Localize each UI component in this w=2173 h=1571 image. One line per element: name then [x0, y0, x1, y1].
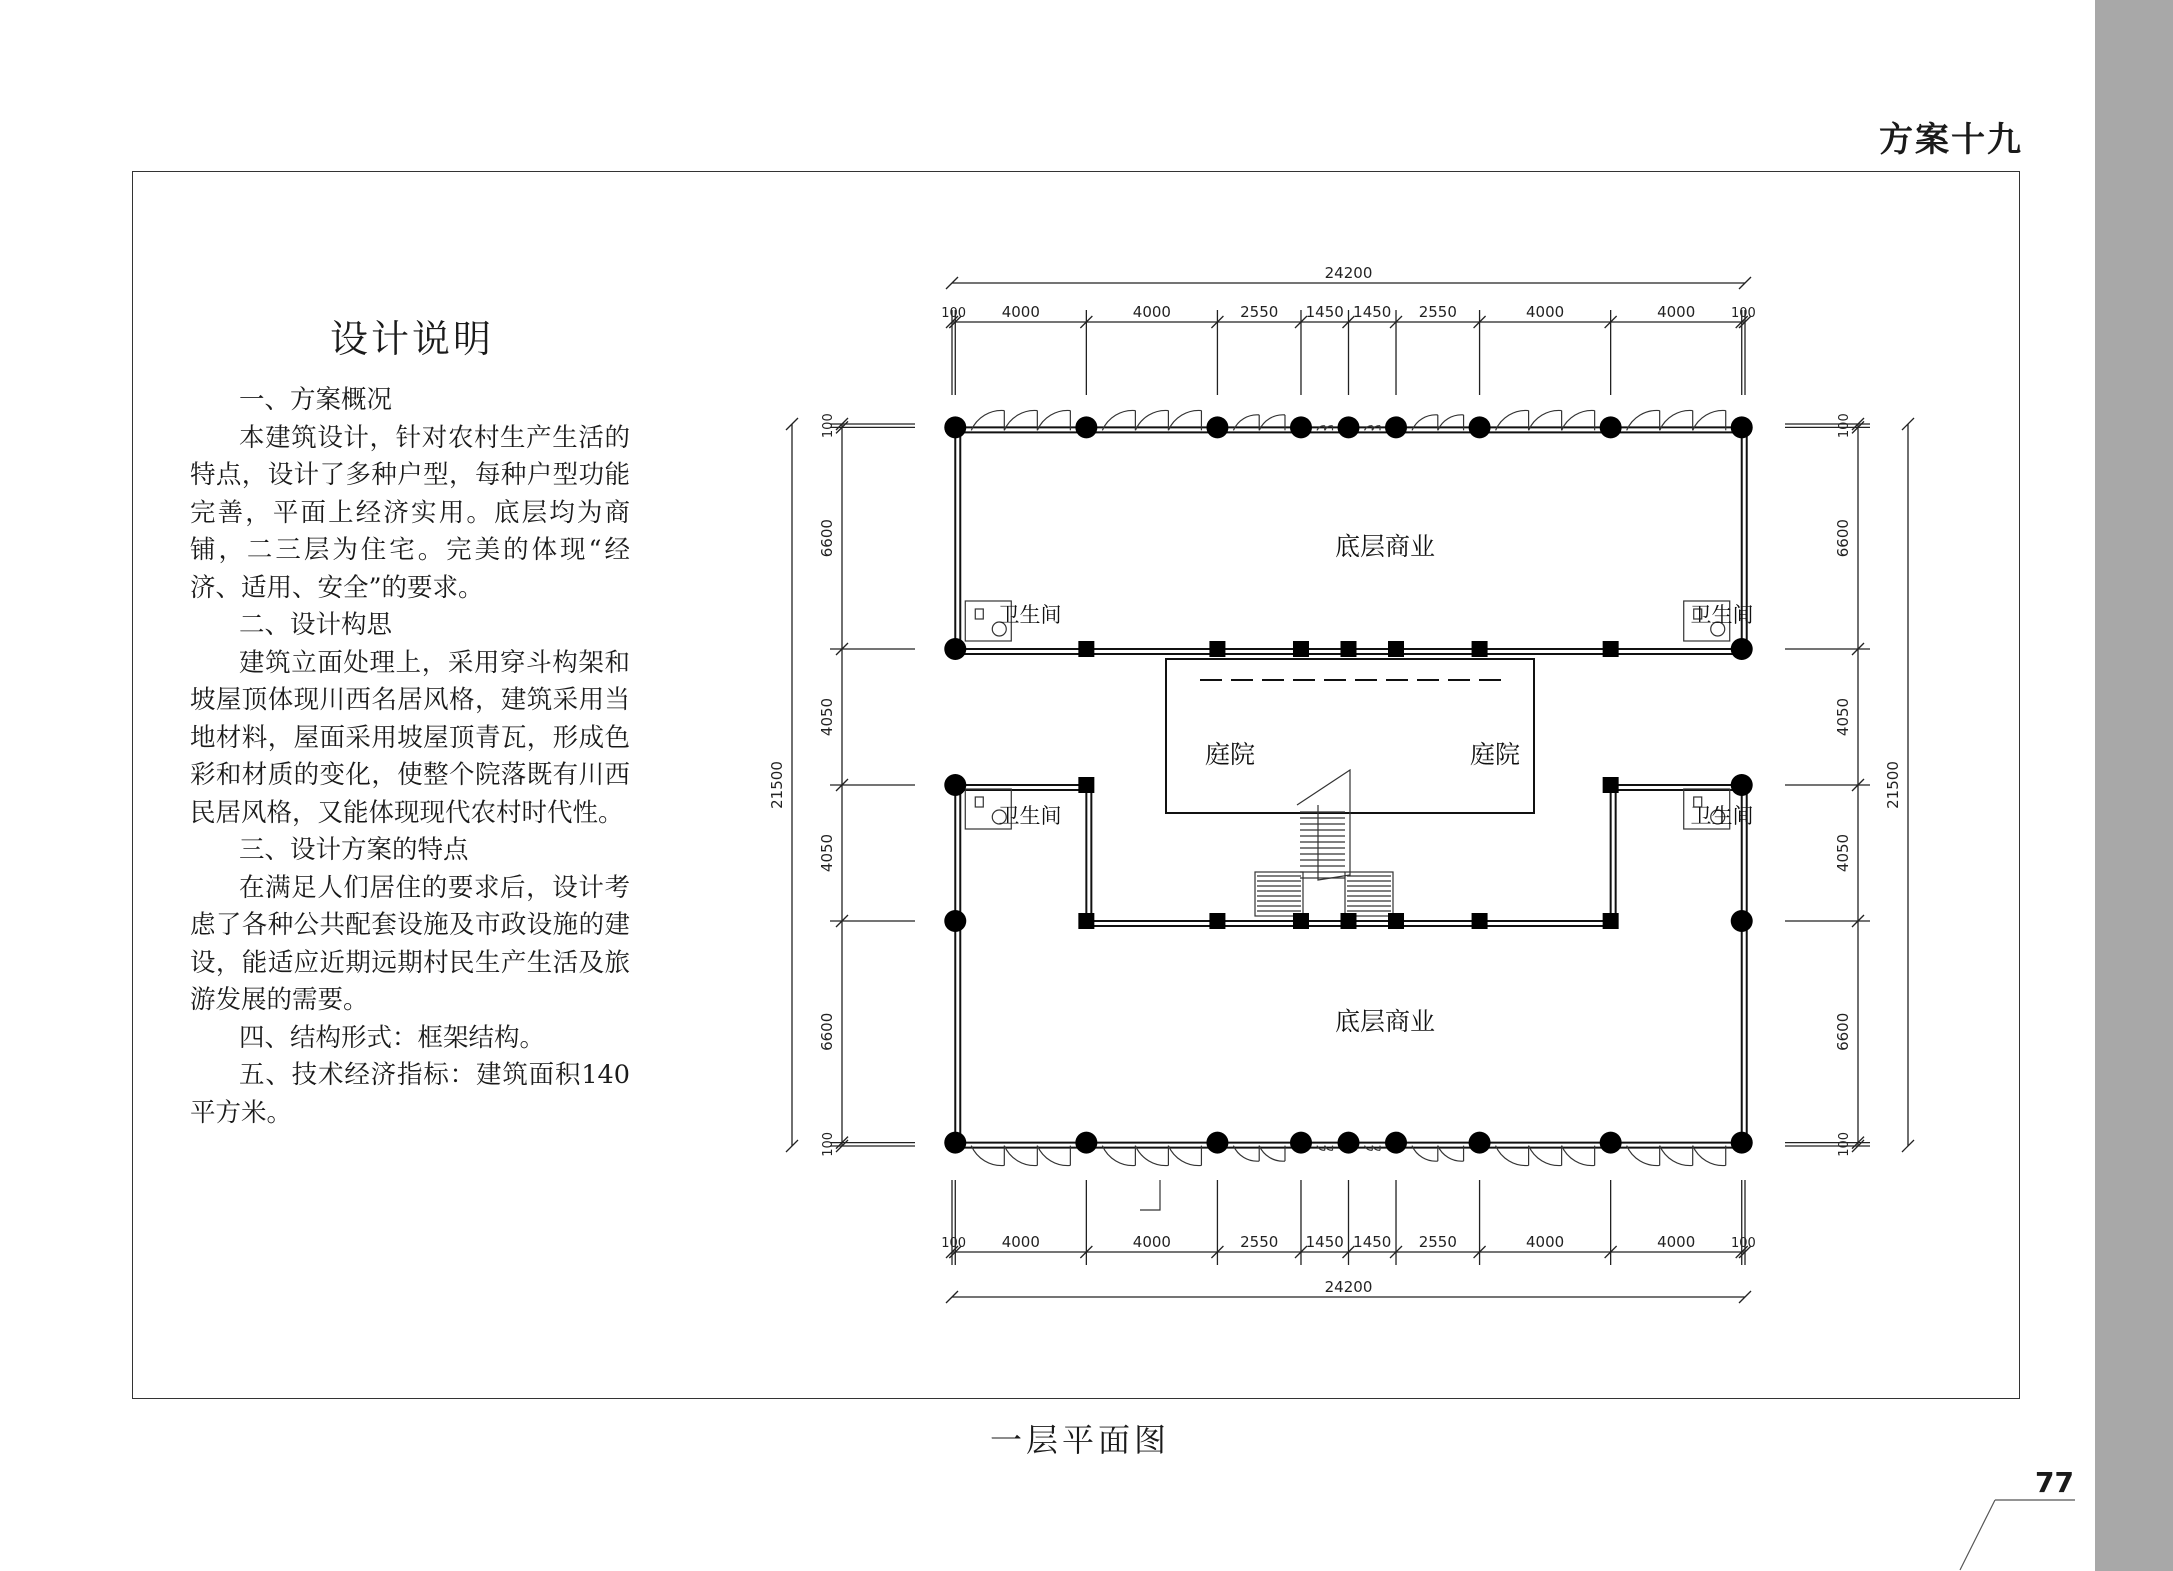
column-square [1472, 641, 1488, 657]
dimension-label: 100 [1730, 1236, 1756, 1251]
dimension-label: 4000 [1132, 1233, 1171, 1251]
column-round [944, 774, 966, 796]
dimension-label: 6600 [818, 1012, 836, 1051]
structure-line: 四、结构形式：框架结构。 [239, 1022, 546, 1053]
column-round [1075, 1132, 1097, 1154]
dimension-label: 4000 [1657, 303, 1696, 321]
dimension-label: 4050 [1834, 833, 1852, 873]
economic-line: 五、技术经济指标：建筑面积140平方米。 [190, 1060, 630, 1128]
column-round [1385, 1132, 1407, 1154]
column-square [1078, 777, 1094, 793]
dimension-label: 4000 [1001, 303, 1040, 321]
dimension-label: 4000 [1526, 1233, 1565, 1251]
column-square [1388, 641, 1404, 657]
dimension-label: 100 [1837, 413, 1852, 439]
column-round [1338, 416, 1360, 438]
dimension-label: 4050 [818, 697, 836, 737]
column-round [1469, 416, 1491, 438]
room-label-commerce-top: 底层商业 [1334, 532, 1436, 561]
column-round [1206, 1132, 1228, 1154]
sink-fixture [975, 797, 983, 807]
room-label-toilet: 卫生间 [998, 603, 1062, 627]
column-round [1731, 910, 1753, 932]
dimension-label: 4000 [1657, 1233, 1696, 1251]
column-square [1209, 913, 1225, 929]
section-body: 在满足人们居住的要求后，设计考虑了各种公共配套设施及市政设施的建设，能适应近期远期村民生产生活及旅游发展的需要。 [190, 872, 630, 1015]
dimension-label: 6600 [1834, 519, 1852, 558]
column-square [1603, 913, 1619, 929]
dimension-label: 1450 [1353, 1233, 1392, 1251]
stair-flight-left [1255, 872, 1303, 916]
dimension-label: 100 [941, 306, 967, 321]
column-square [1472, 913, 1488, 929]
dimension-label: 100 [821, 1131, 836, 1157]
column-square [1603, 641, 1619, 657]
column-round [1290, 1132, 1312, 1154]
section-heading: 二、设计构思 [239, 610, 393, 640]
page-corner-decoration [1960, 1490, 2080, 1570]
stair-outline [1297, 770, 1350, 880]
dimension-label: 100 [1837, 1131, 1852, 1157]
column-round [944, 638, 966, 660]
column-square [1341, 641, 1357, 657]
room-label-courtyard-right: 庭院 [1469, 740, 1521, 769]
room-label-toilet: 卫生间 [1690, 603, 1754, 627]
dimension-label: 2550 [1240, 1233, 1279, 1251]
column-round [1600, 1132, 1622, 1154]
column-square [1078, 913, 1094, 929]
column-square [1388, 913, 1404, 929]
page-side-band [2095, 0, 2173, 1571]
entry-mark [1140, 1180, 1160, 1210]
drawing-caption: 一层平面图 [990, 1421, 1171, 1459]
description-title: 设计说明 [330, 317, 495, 361]
column-round [1731, 638, 1753, 660]
dimension-total-label: 21500 [768, 761, 786, 809]
dimension-label: 2550 [1240, 303, 1279, 321]
column-square [1078, 641, 1094, 657]
column-round [1731, 416, 1753, 438]
dimension-total-label: 24200 [1324, 1278, 1373, 1296]
column-square [1293, 641, 1309, 657]
floor-plan [760, 250, 1902, 1330]
section-heading: 三、设计方案的特点 [239, 835, 469, 865]
dimension-label: 2550 [1418, 303, 1457, 321]
dimension-label: 4050 [1834, 697, 1852, 737]
column-round [944, 1132, 966, 1154]
column-round [1385, 416, 1407, 438]
dimension-total-label: 21500 [1884, 761, 1902, 809]
column-round [944, 416, 966, 438]
dimension-label: 100 [941, 1236, 967, 1251]
section-body: 本建筑设计，针对农村生产生活的特点，设计了多种户型，每种户型功能完善，平面上经济实用。底层均为商铺，二三层为住宅。完美的体现“经济、适用、安全”的要求。 [190, 422, 630, 603]
room-label-commerce-bottom: 底层商业 [1334, 1007, 1436, 1036]
column-round [1600, 416, 1622, 438]
column-round [1206, 416, 1228, 438]
dimension-label: 1450 [1353, 303, 1392, 321]
page-number: 77 [2035, 1466, 2074, 1499]
dimension-label: 100 [821, 413, 836, 439]
column-round [1731, 774, 1753, 796]
dimension-label: 4000 [1526, 303, 1565, 321]
dimension-label: 6600 [818, 519, 836, 558]
section-body: 建筑立面处理上，采用穿斗构架和坡屋顶体现川西名居风格，建筑采用当地材料，屋面采用坡屋顶青瓦，形成色彩和材质的变化，使整个院落既有川西民居风格，又能体现现代农村时代性。 [190, 647, 630, 828]
column-square [1603, 777, 1619, 793]
scheme-title: 方案十九 [1879, 120, 2023, 160]
dimension-label: 100 [1730, 306, 1756, 321]
dimension-label: 4050 [818, 833, 836, 873]
column-round [1731, 1132, 1753, 1154]
room-label-toilet: 卫生间 [998, 804, 1062, 828]
column-round [1290, 416, 1312, 438]
column-square [1293, 913, 1309, 929]
column-round [1338, 1132, 1360, 1154]
dimension-total-label: 24200 [1324, 264, 1373, 282]
column-round [1469, 1132, 1491, 1154]
column-round [1075, 416, 1097, 438]
dimension-label: 1450 [1305, 1233, 1344, 1251]
dimension-label: 1450 [1305, 303, 1344, 321]
dimension-label: 2550 [1418, 1233, 1457, 1251]
column-round [944, 910, 966, 932]
stair-flight-right [1345, 872, 1393, 916]
dimension-label: 6600 [1834, 1012, 1852, 1051]
section-heading: 一、方案概况 [239, 385, 393, 415]
dimension-label: 4000 [1001, 1233, 1040, 1251]
room-label-toilet: 卫生间 [1690, 804, 1754, 828]
description-text [190, 382, 630, 1132]
dimension-label: 4000 [1132, 303, 1171, 321]
room-label-courtyard-left: 庭院 [1204, 740, 1256, 769]
column-square [1341, 913, 1357, 929]
sink-fixture [975, 609, 983, 619]
column-square [1209, 641, 1225, 657]
